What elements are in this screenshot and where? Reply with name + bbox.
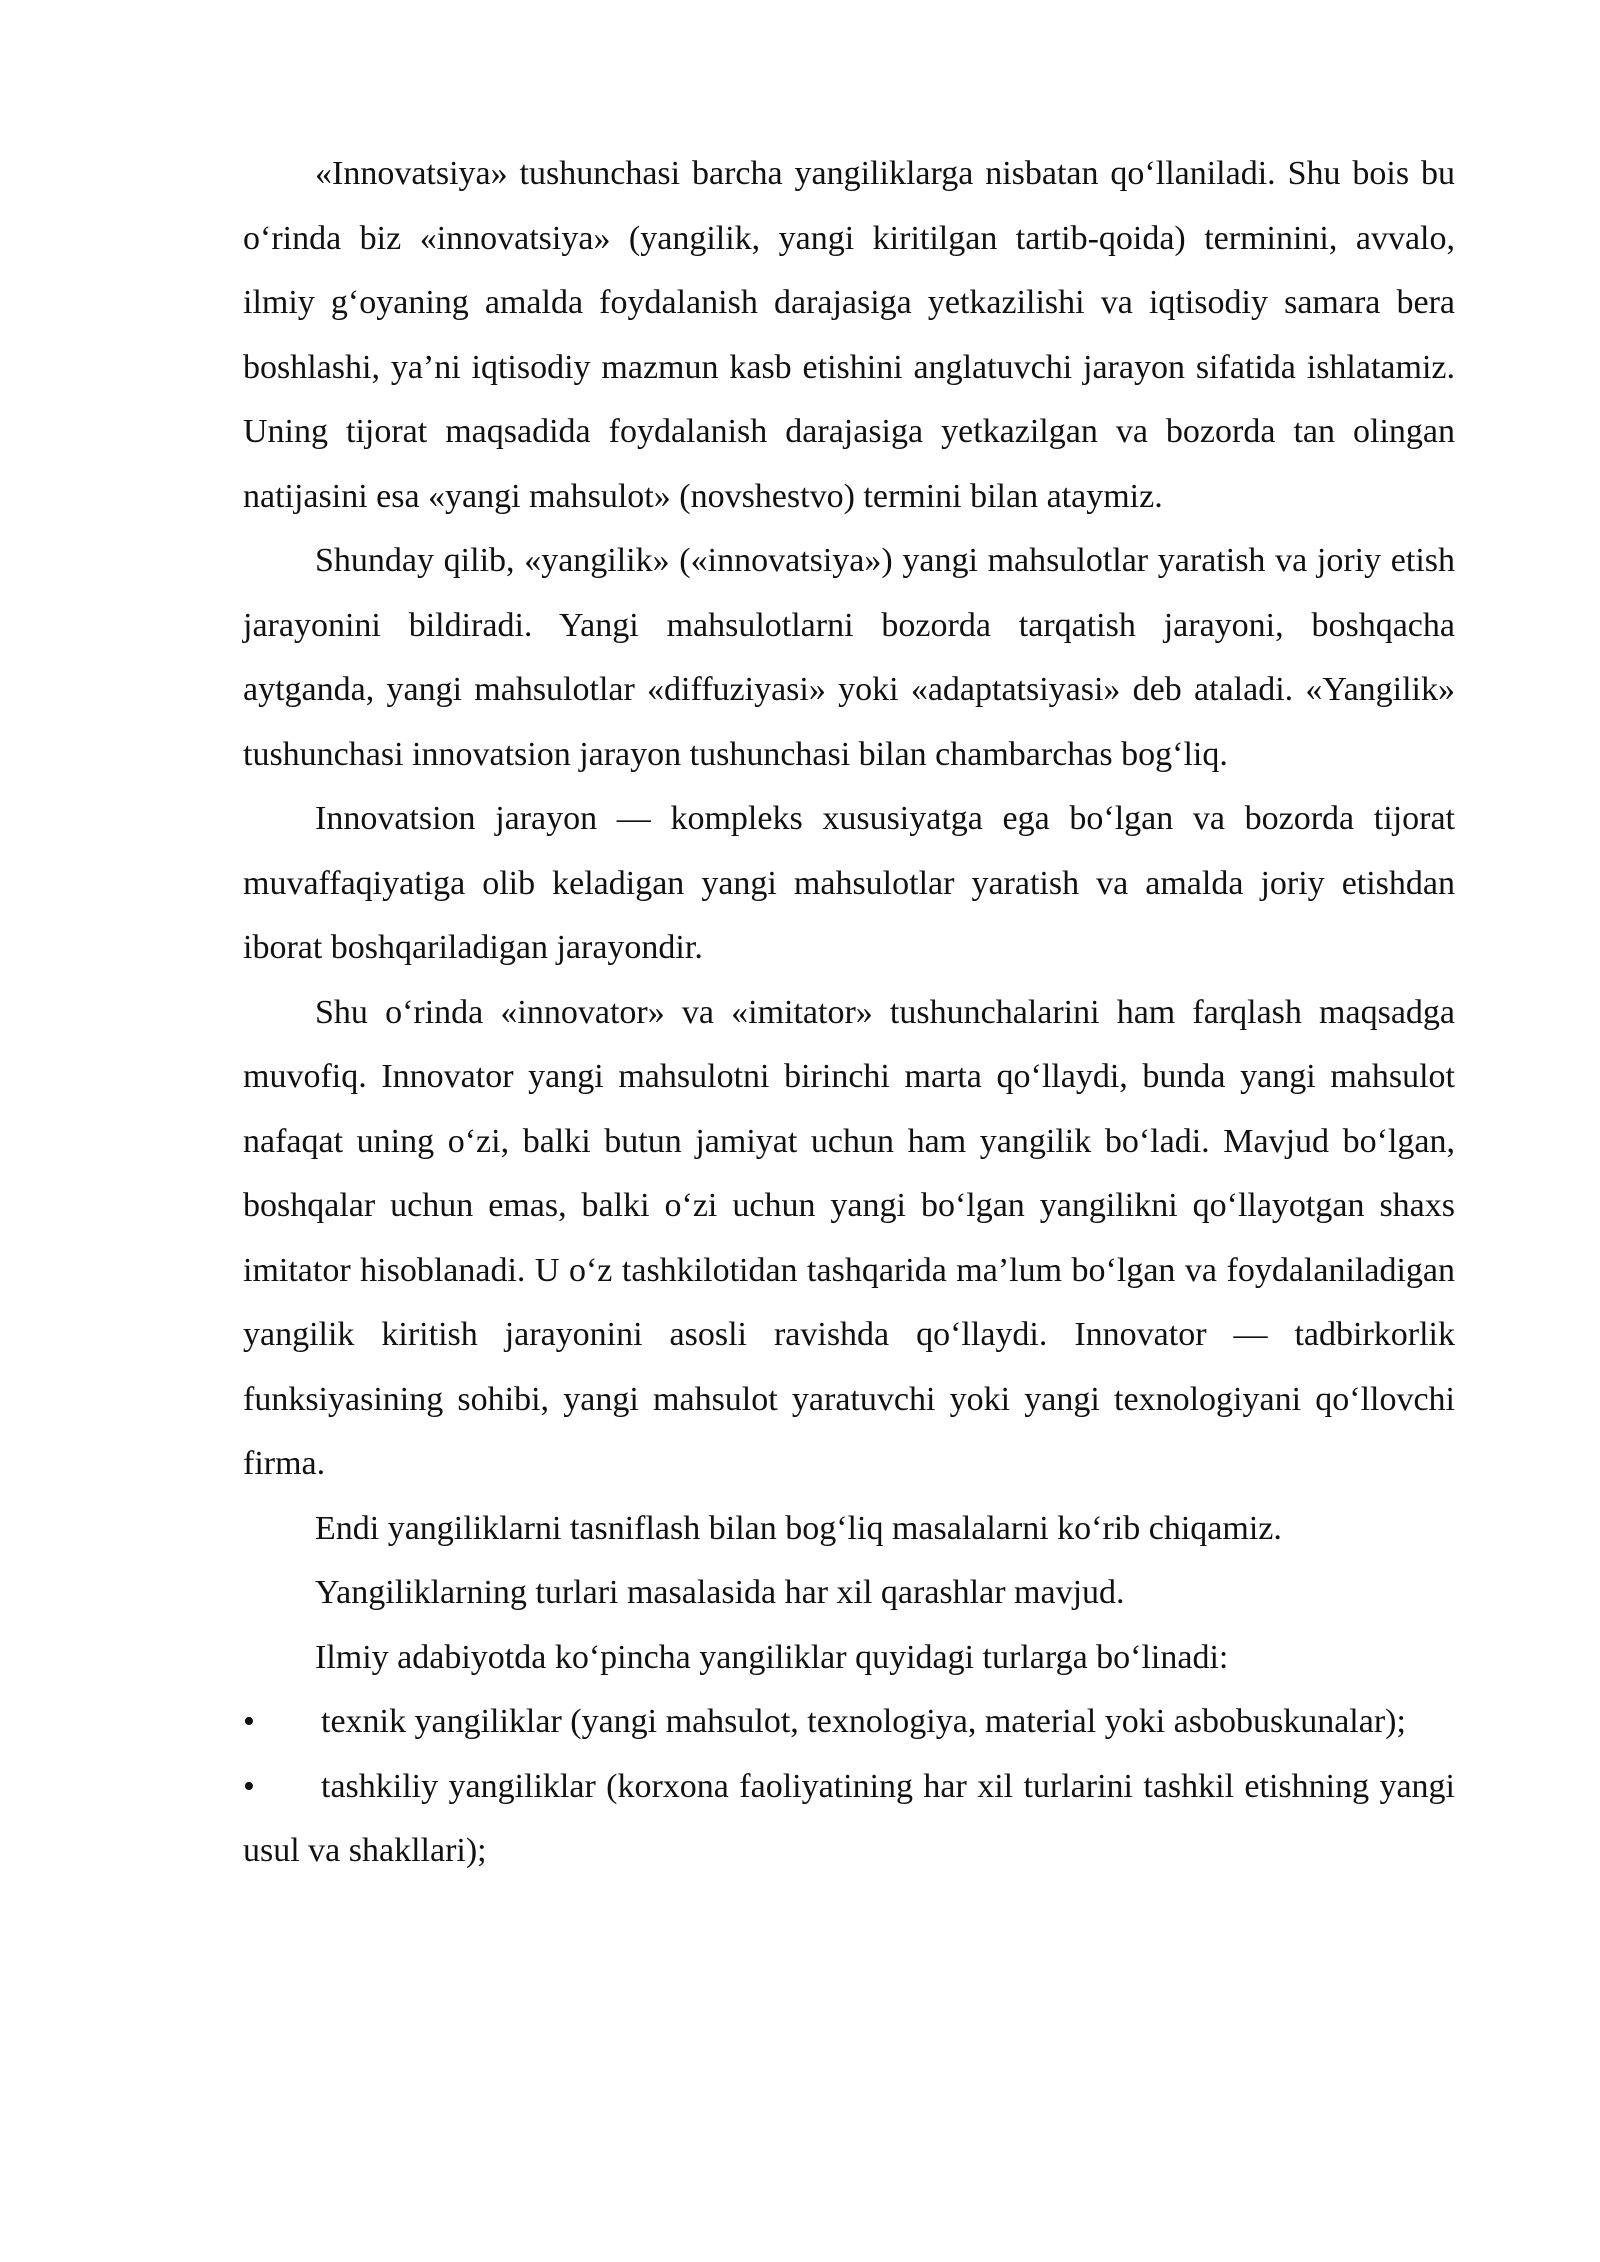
bullet-icon: • xyxy=(243,1767,255,1805)
paragraph: Yangiliklarning turlari masalasida har xil qarashlar mavjud. xyxy=(315,1574,1125,1611)
paragraph: Innovatsion jarayon — kompleks xususiyatga ega bo‘lgan va bozorda tijorat muvaffaqiyatiga olib keladigan yangi mahsulotlar yaratish va amalda joriy etishdan iborat boshqariladigan jarayondir. xyxy=(243,800,1455,966)
list-item xyxy=(243,1755,1455,1884)
paragraph: Endi yangiliklarni tasniflash bilan bog‘liq masalalarni ko‘rib chiqamiz. xyxy=(315,1509,1282,1547)
list-item xyxy=(243,1690,1455,1755)
paragraph: Shu o‘rinda «innovator» va «imitator» tushunchalarini ham farqlash maqsadga muvofiq. Innovator yangi mahsulotni birinchi marta qo‘llaydi, bunda yangi mahsulot nafaqat uning o‘zi, balki butun jamiyat uchun ham yangilik bo‘ladi. Mavjud bo‘lgan, boshqalar uchun emas, balki o‘zi uchun yangi bo‘lgan yangilikni qo‘llayotgan shaxs imitator hisoblanadi. U o‘z tashkilotidan tashqarida ma’lum bo‘lgan va foydalaniladigan yangilik kiritish jarayonini asosli ravishda qo‘llaydi. Innovator — tadbirkorlik funksiyasining sohibi, yangi mahsulot yaratuvchi yoki yangi texnologiyani qo‘llovchi firma. xyxy=(243,993,1455,1482)
list-item-text: tashkiliy yangiliklar (korxona faoliyatining har xil turlarini tashkil etishning yangi usul va shakllari); xyxy=(243,1767,1455,1869)
list-item-text: texnik yangiliklar (yangi mahsulot, texnologiya, material yoki asbobuskunalar); xyxy=(321,1703,1406,1740)
bullet-icon: • xyxy=(243,1703,255,1740)
paragraph: «Innovatsiya» tushunchasi barcha yangiliklarga nisbatan qo‘llaniladi. Shu bois bu o‘rinda biz «innovatsiya» (yangilik, yangi kiritilgan tartib-qoida) terminini, avvalo, ilmiy g‘oyaning amalda foydalanish darajasiga yetkazilishi va iqtisodiy samara bera boshlashi, ya’ni iqtisodiy mazmun kasb etishini anglatuvchi jarayon sifatida ishlatamiz. Uning tijorat maqsadida foydalanish darajasiga yetkazilgan va bozorda tan olingan natijasini esa «yangi mahsulot» (novshestvo) termini bilan ataymiz. xyxy=(243,155,1455,515)
paragraph: Shunday qilib, «yangilik» («innovatsiya») yangi mahsulotlar yaratish va joriy etish jarayonini bildiradi. Yangi mahsulotlarni bozorda tarqatish jarayoni, boshqacha aytganda, yangi mahsulotlar «diffuziyasi» yoki «adaptatsiyasi» deb ataladi. «Yangilik» tushunchasi innovatsion jarayon tushunchasi bilan chambarchas bog‘liq. xyxy=(243,542,1455,773)
paragraph: Ilmiy adabiyotda ko‘pincha yangiliklar quyidagi turlarga bo‘linadi: xyxy=(315,1638,1229,1676)
document-page xyxy=(243,142,1455,1884)
